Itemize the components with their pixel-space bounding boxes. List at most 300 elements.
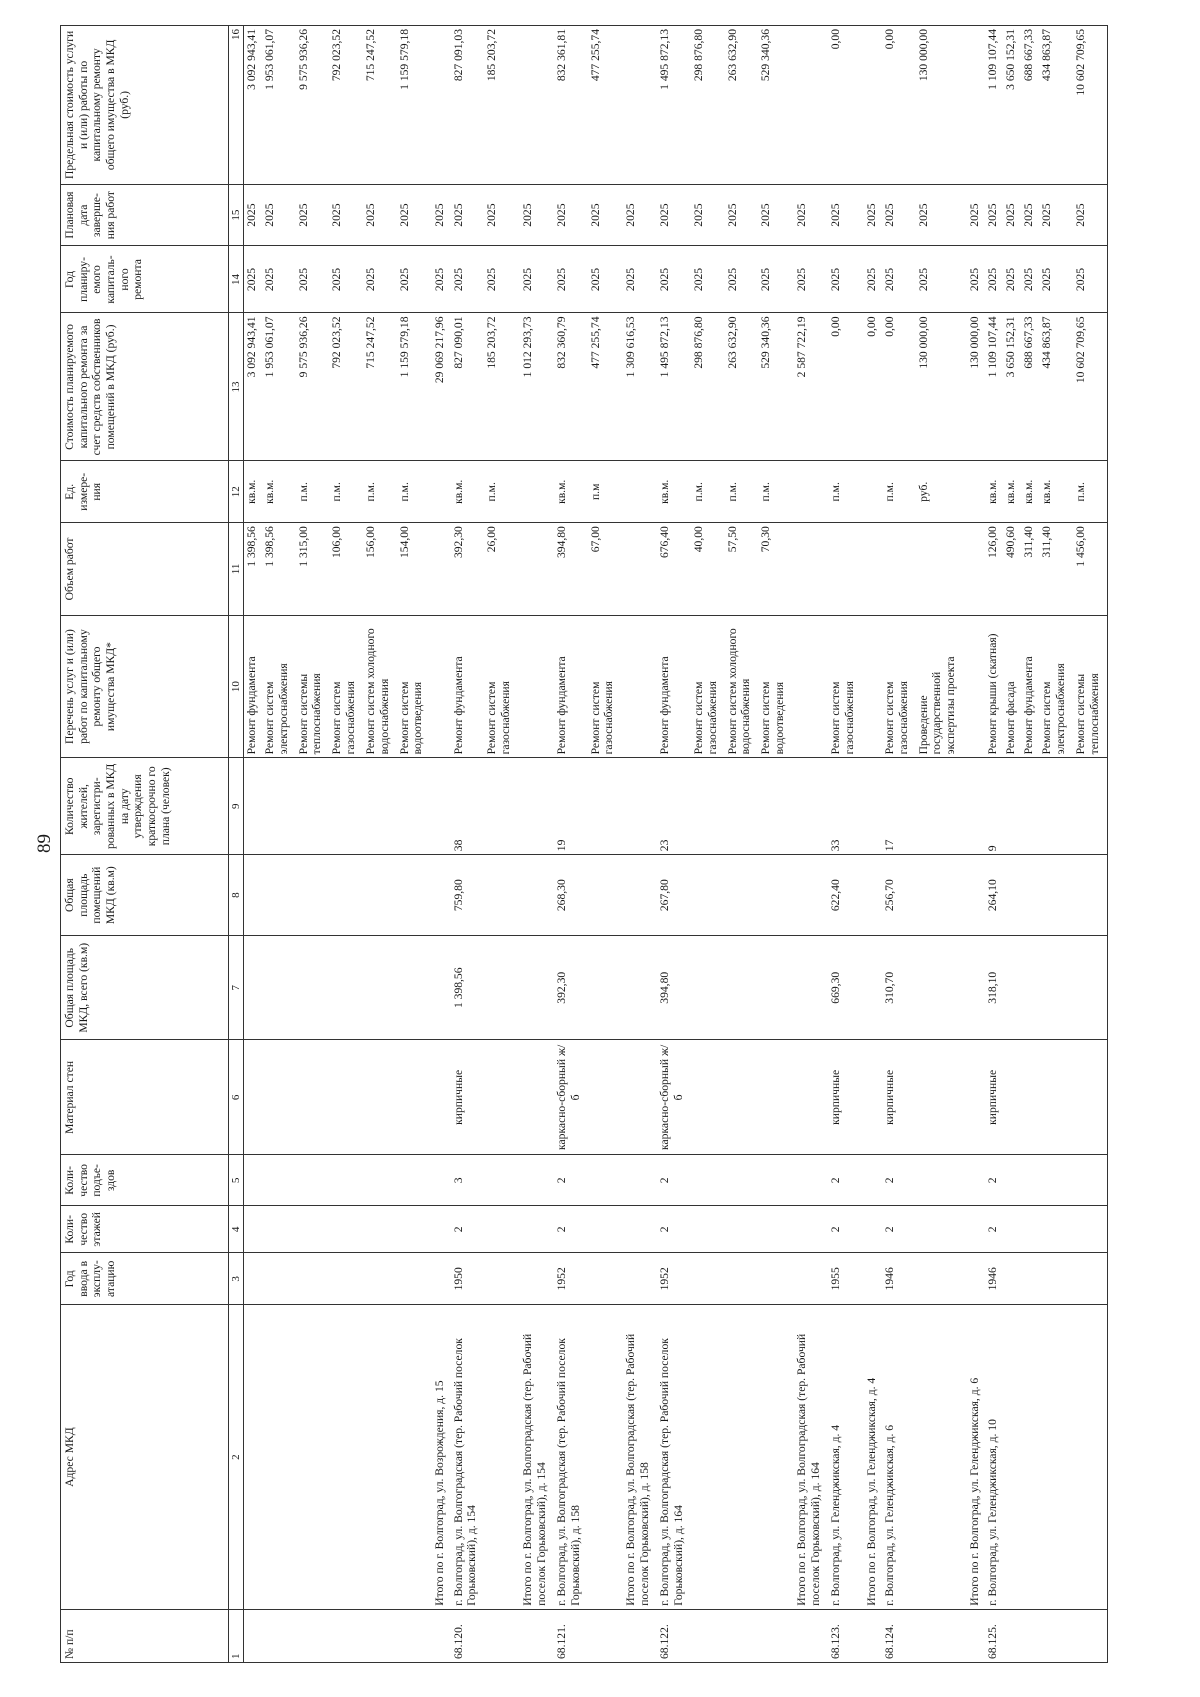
plan-year-cell: 2025 — [916, 246, 965, 313]
volume-cell: 1 456,00 — [1073, 523, 1108, 616]
empty-cell — [484, 855, 518, 936]
work-name-cell: Ремонт систем газоснабжения — [828, 615, 862, 758]
total-plan-year-cell: 2025 — [965, 246, 985, 313]
empty-cell — [965, 855, 985, 936]
year-cell: 1946 — [985, 1253, 1003, 1305]
plan-year-cell: 2025 — [828, 246, 862, 313]
empty-cell — [725, 855, 759, 936]
max-cost-cell: 3 650 152,31 — [1003, 26, 1021, 185]
empty-cell — [1021, 936, 1039, 1040]
area-total-cell: 669,30 — [828, 936, 862, 1040]
cost-cell: 130 000,00 — [916, 313, 965, 461]
volume-cell: 1 398,56 — [244, 523, 263, 616]
header-area-rooms: Общая площадь помещений МКД (кв.м) — [61, 855, 229, 936]
work-name-cell: Ремонт систем газоснабжения — [588, 615, 622, 758]
empty-cell — [430, 1155, 450, 1206]
empty-cell — [484, 936, 518, 1040]
cost-cell: 0,00 — [828, 313, 862, 461]
max-cost-cell: 185 203,72 — [484, 26, 518, 185]
year-cell: 1952 — [554, 1253, 588, 1305]
col-number: 6 — [229, 1040, 244, 1155]
empty-cell — [916, 1206, 965, 1253]
plan-year-cell: 2025 — [262, 246, 296, 313]
table-row — [725, 26, 759, 1663]
unit-cell: кв.м. — [985, 461, 1003, 523]
end-date-cell: 2025 — [985, 184, 1003, 246]
total-row — [862, 26, 882, 1663]
total-label-cell: Итого по г. Волгоград, ул. Возрождения, д. 15 — [430, 1305, 450, 1609]
max-cost-cell: 529 340,36 — [758, 26, 792, 185]
empty-cell — [363, 758, 397, 855]
table-row — [1021, 26, 1039, 1663]
empty-cell — [296, 1305, 330, 1609]
empty-cell — [725, 1609, 759, 1662]
row-number-cell: 68.125. — [985, 1609, 1003, 1662]
capital-repair-table — [60, 25, 1108, 1663]
empty-cell — [792, 936, 828, 1040]
empty-cell — [296, 1206, 330, 1253]
total-plan-year-cell: 2025 — [430, 246, 450, 313]
work-name-cell: Ремонт системы теплоснабжения — [296, 615, 330, 758]
table-row — [916, 26, 965, 1663]
empty-cell — [430, 1206, 450, 1253]
empty-cell — [588, 1155, 622, 1206]
empty-cell — [758, 758, 792, 855]
empty-cell — [1021, 855, 1039, 936]
empty-cell — [518, 1253, 554, 1305]
empty-cell — [588, 1253, 622, 1305]
floors-cell: 2 — [828, 1206, 862, 1253]
empty-cell — [965, 523, 985, 616]
empty-cell — [262, 1040, 296, 1155]
empty-cell — [965, 1155, 985, 1206]
cost-cell: 1 953 061,07 — [262, 313, 296, 461]
empty-cell — [296, 1253, 330, 1305]
empty-cell — [588, 1040, 622, 1155]
empty-cell — [588, 1206, 622, 1253]
work-name-cell: Ремонт систем водоотведения — [758, 615, 792, 758]
empty-cell — [397, 1206, 431, 1253]
unit-cell: кв.м. — [657, 461, 691, 523]
empty-cell — [1039, 1253, 1073, 1305]
table-row — [758, 26, 792, 1663]
empty-cell — [965, 758, 985, 855]
empty-cell — [430, 1253, 450, 1305]
table-row — [397, 26, 431, 1663]
end-date-cell: 2025 — [691, 184, 725, 246]
total-label-cell: Итого по г. Волгоград, ул. Геленджикская, д. 6 — [965, 1305, 985, 1609]
empty-cell — [758, 855, 792, 936]
unit-cell: п.м. — [296, 461, 330, 523]
total-plan-year-cell: 2025 — [862, 246, 882, 313]
empty-cell — [430, 855, 450, 936]
header-area-total: Общая площадь МКД, всего (кв.м) — [61, 936, 229, 1040]
unit-cell: кв.м. — [1021, 461, 1039, 523]
empty-cell — [397, 936, 431, 1040]
unit-cell: кв.м. — [1039, 461, 1073, 523]
work-name-cell: Ремонт систем электроснабжения — [1039, 615, 1073, 758]
cost-cell: 10 602 709,65 — [1073, 313, 1108, 461]
unit-cell: п.м. — [758, 461, 792, 523]
residents-cell: 9 — [985, 758, 1003, 855]
cost-cell: 1 109 107,44 — [985, 313, 1003, 461]
volume-cell: 40,00 — [691, 523, 725, 616]
empty-cell — [1039, 758, 1073, 855]
empty-cell — [691, 1155, 725, 1206]
table-row — [329, 26, 363, 1663]
row-number-cell: 68.121. — [554, 1609, 588, 1662]
empty-cell — [363, 1040, 397, 1155]
empty-cell — [758, 1206, 792, 1253]
empty-cell — [363, 1253, 397, 1305]
empty-cell — [916, 1305, 965, 1609]
total-row — [621, 26, 657, 1663]
work-name-cell: Ремонт фасада — [1003, 615, 1021, 758]
empty-cell — [862, 1155, 882, 1206]
empty-cell — [1039, 1305, 1073, 1609]
empty-cell — [484, 1253, 518, 1305]
page-number: 89 — [34, 834, 55, 853]
empty-cell — [244, 758, 263, 855]
empty-cell — [296, 1040, 330, 1155]
empty-cell — [397, 1609, 431, 1662]
empty-cell — [363, 855, 397, 936]
cost-cell: 529 340,36 — [758, 313, 792, 461]
col-number: 10 — [229, 615, 244, 758]
table-row — [1039, 26, 1073, 1663]
plan-year-cell: 2025 — [588, 246, 622, 313]
empty-cell — [1021, 1253, 1039, 1305]
entrances-cell: 2 — [882, 1155, 916, 1206]
empty-cell — [430, 1609, 450, 1662]
walls-cell: кирпичные — [828, 1040, 862, 1155]
empty-cell — [262, 1206, 296, 1253]
empty-cell — [244, 855, 263, 936]
empty-cell — [1003, 855, 1021, 936]
volume-cell: 490,60 — [1003, 523, 1021, 616]
volume-cell: 392,30 — [451, 523, 485, 616]
end-date-cell: 2025 — [363, 184, 397, 246]
empty-cell — [862, 758, 882, 855]
col-number: 12 — [229, 461, 244, 523]
empty-cell — [484, 1155, 518, 1206]
empty-cell — [1039, 936, 1073, 1040]
empty-cell — [262, 1155, 296, 1206]
empty-cell — [1073, 1040, 1108, 1155]
document-page — [24, 22, 1160, 1665]
area-rooms-cell: 622,40 — [828, 855, 862, 936]
empty-cell — [1039, 1155, 1073, 1206]
max-cost-cell: 832 361,81 — [554, 26, 588, 185]
header-address: Адрес МКД — [61, 1305, 229, 1609]
col-number: 7 — [229, 936, 244, 1040]
work-name-cell: Ремонт систем газоснабжения — [691, 615, 725, 758]
walls-cell: каркасно-сборный ж/б — [554, 1040, 588, 1155]
table-row — [882, 26, 916, 1663]
empty-cell — [621, 1609, 657, 1662]
volume-cell: 1 398,56 — [262, 523, 296, 616]
empty-cell — [792, 523, 828, 616]
cost-cell: 477 255,74 — [588, 313, 622, 461]
empty-cell — [758, 1155, 792, 1206]
empty-cell — [484, 758, 518, 855]
cost-cell: 3 650 152,31 — [1003, 313, 1021, 461]
empty-cell — [758, 1253, 792, 1305]
empty-cell — [430, 758, 450, 855]
plan-year-cell: 2025 — [451, 246, 485, 313]
header-max-cost: Предельная стоимость услуги и (или) работы по капитальному ремонту общего имущества в МКД (руб.) — [61, 26, 229, 185]
empty-cell — [1003, 1155, 1021, 1206]
plan-year-cell: 2025 — [484, 246, 518, 313]
empty-cell — [725, 758, 759, 855]
area-total-cell: 310,70 — [882, 936, 916, 1040]
table-row — [691, 26, 725, 1663]
empty-cell — [792, 26, 828, 185]
empty-cell — [518, 461, 554, 523]
area-total-cell: 1 398,56 — [451, 936, 485, 1040]
volume-cell: 676,40 — [657, 523, 691, 616]
entrances-cell: 3 — [451, 1155, 485, 1206]
empty-cell — [862, 1206, 882, 1253]
empty-cell — [691, 1253, 725, 1305]
plan-year-cell: 2025 — [657, 246, 691, 313]
empty-cell — [792, 1206, 828, 1253]
cost-cell: 827 090,01 — [451, 313, 485, 461]
header-residents: Количество жителей, зарегистри-рованных в МКД на дату утверждения краткосрочно го плана (человек) — [61, 758, 229, 855]
area-rooms-cell: 264,10 — [985, 855, 1003, 936]
empty-cell — [296, 936, 330, 1040]
empty-cell — [397, 1253, 431, 1305]
total-row — [518, 26, 554, 1663]
end-date-cell: 2025 — [588, 184, 622, 246]
floors-cell: 2 — [451, 1206, 485, 1253]
work-name-cell: Ремонт систем газоснабжения — [882, 615, 916, 758]
floors-cell: 2 — [985, 1206, 1003, 1253]
table-row — [451, 26, 485, 1663]
unit-cell: п.м — [588, 461, 622, 523]
empty-cell — [244, 1609, 263, 1662]
empty-cell — [691, 758, 725, 855]
volume-cell: 26,00 — [484, 523, 518, 616]
col-number: 8 — [229, 855, 244, 936]
total-plan-year-cell: 2025 — [792, 246, 828, 313]
plan-year-cell: 2025 — [329, 246, 363, 313]
address-cell: г. Волгоград, ул. Геленджикская, д. 10 — [985, 1305, 1003, 1609]
work-name-cell: Ремонт системы теплоснабжения — [1073, 615, 1108, 758]
total-cost-cell: 1 309 616,53 — [621, 313, 657, 461]
entrances-cell: 2 — [554, 1155, 588, 1206]
max-cost-cell: 263 632,90 — [725, 26, 759, 185]
empty-cell — [792, 758, 828, 855]
empty-cell — [965, 26, 985, 185]
empty-cell — [1003, 936, 1021, 1040]
plan-year-cell: 2025 — [1021, 246, 1039, 313]
cost-cell: 1 495 872,13 — [657, 313, 691, 461]
header-entrances: Коли-чество подъе-здов — [61, 1155, 229, 1206]
empty-cell — [1021, 1206, 1039, 1253]
end-date-cell: 2025 — [828, 184, 862, 246]
empty-cell — [244, 1155, 263, 1206]
address-cell: г. Волгоград, ул. Волгоградская (тер. Рабочий поселок Горьковский), д. 164 — [657, 1305, 691, 1609]
max-cost-cell: 477 255,74 — [588, 26, 622, 185]
floors-cell: 2 — [657, 1206, 691, 1253]
volume-cell: 106,00 — [329, 523, 363, 616]
empty-cell — [621, 461, 657, 523]
empty-cell — [621, 615, 657, 758]
floors-cell: 2 — [554, 1206, 588, 1253]
volume-cell: 311,40 — [1021, 523, 1039, 616]
plan-year-cell: 2025 — [296, 246, 330, 313]
empty-cell — [430, 1040, 450, 1155]
empty-cell — [1003, 1040, 1021, 1155]
entrances-cell: 2 — [657, 1155, 691, 1206]
empty-cell — [1073, 1206, 1108, 1253]
empty-cell — [621, 758, 657, 855]
empty-cell — [862, 523, 882, 616]
empty-cell — [862, 936, 882, 1040]
walls-cell: кирпичные — [882, 1040, 916, 1155]
end-date-cell: 2025 — [451, 184, 485, 246]
empty-cell — [430, 615, 450, 758]
max-cost-cell: 10 602 709,65 — [1073, 26, 1108, 185]
max-cost-cell: 1 109 107,44 — [985, 26, 1003, 185]
empty-cell — [621, 936, 657, 1040]
empty-cell — [397, 855, 431, 936]
header-volume: Объем работ — [61, 523, 229, 616]
end-date-cell: 2025 — [296, 184, 330, 246]
work-name-cell: Ремонт фундамента — [657, 615, 691, 758]
row-number-cell: 68.124. — [882, 1609, 916, 1662]
empty-cell — [965, 936, 985, 1040]
unit-cell: п.м. — [329, 461, 363, 523]
end-date-cell: 2025 — [1039, 184, 1073, 246]
empty-cell — [1039, 1040, 1073, 1155]
empty-cell — [1003, 1609, 1021, 1662]
unit-cell: кв.м. — [554, 461, 588, 523]
empty-cell — [1021, 758, 1039, 855]
total-row — [792, 26, 828, 1663]
empty-cell — [862, 1609, 882, 1662]
empty-cell — [296, 1609, 330, 1662]
empty-cell — [262, 855, 296, 936]
empty-cell — [588, 855, 622, 936]
empty-cell — [916, 855, 965, 936]
walls-cell: кирпичные — [985, 1040, 1003, 1155]
table-row — [363, 26, 397, 1663]
end-date-cell: 2025 — [397, 184, 431, 246]
empty-cell — [862, 615, 882, 758]
unit-cell: руб. — [916, 461, 965, 523]
empty-cell — [518, 1155, 554, 1206]
address-cell: г. Волгоград, ул. Геленджикская, д. 4 — [828, 1305, 862, 1609]
max-cost-cell: 298 876,80 — [691, 26, 725, 185]
row-number-cell: 68.123. — [828, 1609, 862, 1662]
walls-cell: каркасно-сборный ж/б — [657, 1040, 691, 1155]
empty-cell — [916, 1040, 965, 1155]
header-cost: Стоимость планируемого капитального ремонта за счет средств собственников помещений в МКД (руб.) — [61, 313, 229, 461]
plan-year-cell: 2025 — [985, 246, 1003, 313]
plan-year-cell: 2025 — [691, 246, 725, 313]
empty-cell — [518, 758, 554, 855]
work-name-cell: Ремонт крыши (скатная) — [985, 615, 1003, 758]
unit-cell: кв.м. — [262, 461, 296, 523]
area-rooms-cell: 268,30 — [554, 855, 588, 936]
empty-cell — [484, 1609, 518, 1662]
volume-cell: 311,40 — [1039, 523, 1073, 616]
empty-cell — [262, 1609, 296, 1662]
empty-cell — [621, 523, 657, 616]
empty-cell — [691, 1609, 725, 1662]
entrances-cell: 2 — [985, 1155, 1003, 1206]
unit-cell: п.м. — [882, 461, 916, 523]
header-unit: Ед. измере-ния — [61, 461, 229, 523]
empty-cell — [792, 1253, 828, 1305]
empty-cell — [758, 1040, 792, 1155]
total-plan-year-cell: 2025 — [621, 246, 657, 313]
cost-cell: 298 876,80 — [691, 313, 725, 461]
col-number: 11 — [229, 523, 244, 616]
year-cell: 1946 — [882, 1253, 916, 1305]
empty-cell — [397, 1305, 431, 1609]
plan-year-cell: 2025 — [1039, 246, 1073, 313]
total-end-date-cell: 2025 — [518, 184, 554, 246]
empty-cell — [1073, 936, 1108, 1040]
cost-cell: 434 863,87 — [1039, 313, 1073, 461]
row-number-cell: 68.120. — [451, 1609, 485, 1662]
plan-year-cell: 2025 — [363, 246, 397, 313]
max-cost-cell: 827 091,03 — [451, 26, 485, 185]
empty-cell — [329, 1609, 363, 1662]
empty-cell — [862, 1253, 882, 1305]
empty-cell — [725, 1155, 759, 1206]
empty-cell — [518, 615, 554, 758]
end-date-cell: 2025 — [1021, 184, 1039, 246]
empty-cell — [244, 936, 263, 1040]
empty-cell — [262, 1305, 296, 1609]
empty-cell — [965, 1206, 985, 1253]
empty-cell — [518, 1206, 554, 1253]
residents-cell: 17 — [882, 758, 916, 855]
table-row — [244, 26, 263, 1663]
empty-cell — [244, 1206, 263, 1253]
year-cell: 1952 — [657, 1253, 691, 1305]
plan-year-cell: 2025 — [882, 246, 916, 313]
end-date-cell: 2025 — [657, 184, 691, 246]
empty-cell — [363, 1206, 397, 1253]
work-name-cell: Ремонт фундамента — [554, 615, 588, 758]
empty-cell — [725, 1253, 759, 1305]
empty-cell — [1073, 758, 1108, 855]
empty-cell — [916, 1155, 965, 1206]
empty-cell — [1021, 1305, 1039, 1609]
header-floors: Коли-чество этажей — [61, 1206, 229, 1253]
table-row — [554, 26, 588, 1663]
empty-cell — [430, 936, 450, 1040]
total-plan-year-cell: 2025 — [518, 246, 554, 313]
empty-cell — [518, 1040, 554, 1155]
max-cost-cell: 130 000,00 — [916, 26, 965, 185]
empty-cell — [1073, 1155, 1108, 1206]
empty-cell — [1073, 1253, 1108, 1305]
work-name-cell: Ремонт систем газоснабжения — [329, 615, 363, 758]
end-date-cell: 2025 — [882, 184, 916, 246]
empty-cell — [792, 855, 828, 936]
empty-cell — [725, 1305, 759, 1609]
empty-cell — [484, 1206, 518, 1253]
empty-cell — [1073, 1609, 1108, 1662]
empty-cell — [329, 855, 363, 936]
empty-cell — [621, 26, 657, 185]
